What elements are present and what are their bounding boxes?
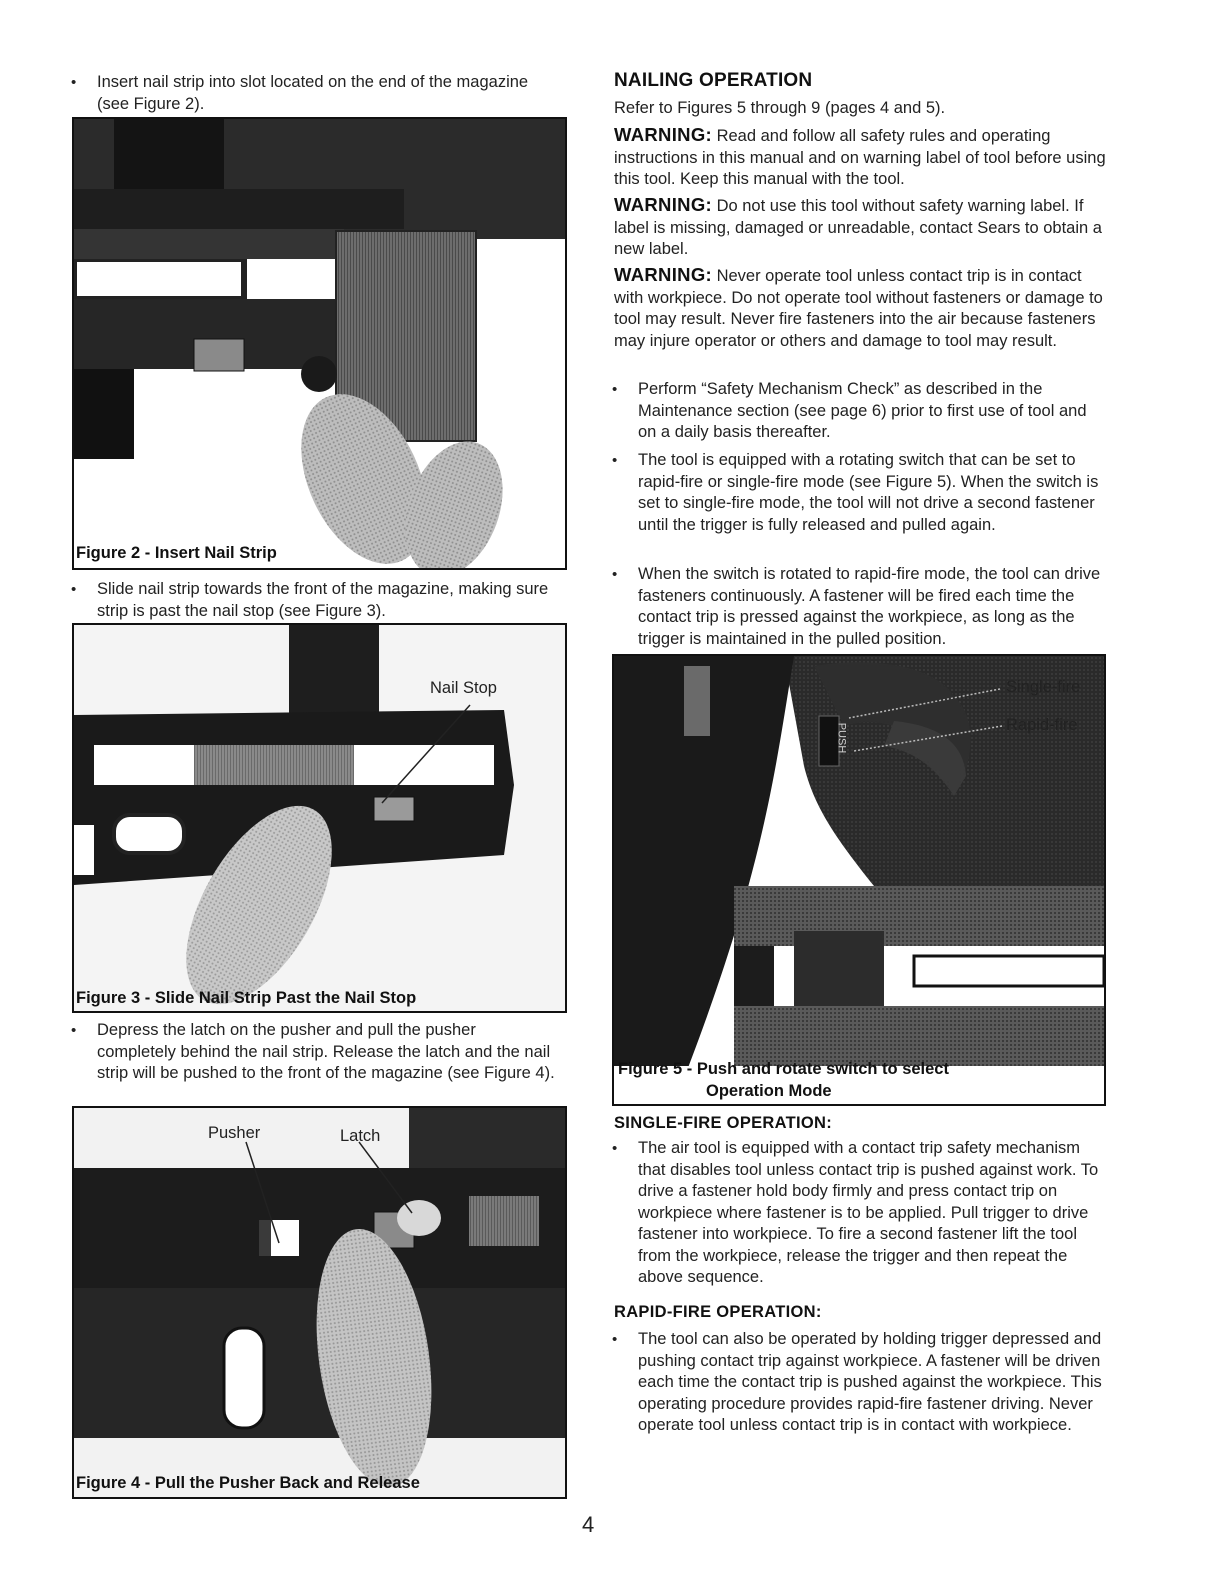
callout-single-fire: Single-fire [1006, 678, 1081, 696]
figure-5 [612, 654, 1106, 1106]
instruction-rapid-fire-mode: • When the switch is rotated to rapid-fire mode, the tool can drive fasteners continuously. A fastener will be fired each time the contact trip is pressed against the workpiece, as long as the trigger is maintained in the pulled position. [638, 564, 1104, 650]
figure-5-caption-line1: Figure 5 - Push and rotate switch to select [618, 1060, 949, 1078]
callout-nail-stop: Nail Stop [430, 679, 497, 697]
warning-label: WARNING: [614, 264, 712, 285]
callout-pusher: Pusher [208, 1124, 261, 1142]
warning-text: Read and follow all safety rules and operating instructions in this manual and on warning label of tool before using this tool. Keep this manual with the tool. [614, 127, 1106, 188]
callout-latch: Latch [340, 1127, 381, 1145]
instruction-depress-latch: • Depress the latch on the pusher and pull the pusher completely behind the nail strip. Release the latch and the nail strip will be pushed to the front of the magazine (see Figure 4). [97, 1020, 559, 1085]
tool-push-label: PUSH [835, 722, 848, 754]
figure-4-caption: Figure 4 - Pull the Pusher Back and Release [76, 1474, 420, 1492]
heading-single-fire-operation: SINGLE-FIRE OPERATION: [614, 1114, 833, 1132]
figure-4-photo [74, 1108, 565, 1497]
rapid-fire-text: • The tool can also be operated by holding trigger depressed and pushing contact trip against workpiece. A fastener will be driven each time the contact trip is pushed against the workpiece. This operating procedure provides rapid-fire fastener driving. Never operate tool unless contact trip is in contact with workpiece. [638, 1329, 1104, 1437]
single-fire-text: • The air tool is equipped with a contact trip safety mechanism that disables tool unless contact trip is pushed against work. To drive a fastener hold body firmly and press contact trip on workpiece where fastener is to be applied. Pull trigger to drive fastener into workpiece. To fire a second fastener lift the tool from the workpiece, release the trigger and then repeat the above sequence. [638, 1138, 1104, 1289]
figure-3 [72, 623, 567, 1013]
page-number: 4 [582, 1512, 595, 1537]
heading-rapid-fire-operation: RAPID-FIRE OPERATION: [614, 1303, 822, 1321]
figure-2 [72, 117, 567, 570]
warning-safety-label [614, 194, 1110, 261]
instruction-insert-nail-strip: • Insert nail strip into slot located on the end of the magazine (see Figure 2). [97, 72, 537, 115]
warning-label: WARNING: [614, 124, 712, 145]
warning-text: Never operate tool unless contact trip is in contact with workpiece. Do not operate tool without fasteners or damage to tool may result. Never fire fasteners into the air because fasteners may injure operator or others and damage to tool may result. [614, 267, 1103, 350]
instruction-safety-check: • Perform “Safety Mechanism Check” as described in the Maintenance section (see page 6) prior to first use of tool and on a daily basis thereafter. [638, 379, 1104, 444]
instruction-slide-nail-strip: • Slide nail strip towards the front of the magazine, making sure strip is past the nail stop (see Figure 3). [97, 579, 557, 622]
figure-3-caption: Figure 3 - Slide Nail Strip Past the Nail Stop [76, 989, 417, 1007]
section-heading-nailing-operation: NAILING OPERATION [614, 70, 813, 91]
warning-label: WARNING: [614, 194, 712, 215]
warning-read-manual [614, 124, 1110, 191]
figure-4 [72, 1106, 567, 1499]
callout-rapid-fire: Rapid-fire [1006, 716, 1078, 734]
instruction-rotating-switch: • The tool is equipped with a rotating switch that can be set to rapid-fire or single-fire mode (see Figure 5). When the switch is set to single-fire mode, the tool will not drive a second fastener until the trigger is fully released and pulled again. [638, 450, 1104, 536]
figure-5-caption-line2: Operation Mode [706, 1082, 832, 1100]
warning-text: Do not use this tool without safety warning label. If label is missing, damaged or unreadable, contact Sears to obtain a new label. [614, 197, 1102, 258]
warning-contact-trip [614, 264, 1110, 352]
figure-2-photo [74, 119, 565, 568]
figure-2-caption: Figure 2 - Insert Nail Strip [76, 544, 277, 562]
intro-text: Refer to Figures 5 through 9 (pages 4 and 5). [614, 99, 946, 117]
